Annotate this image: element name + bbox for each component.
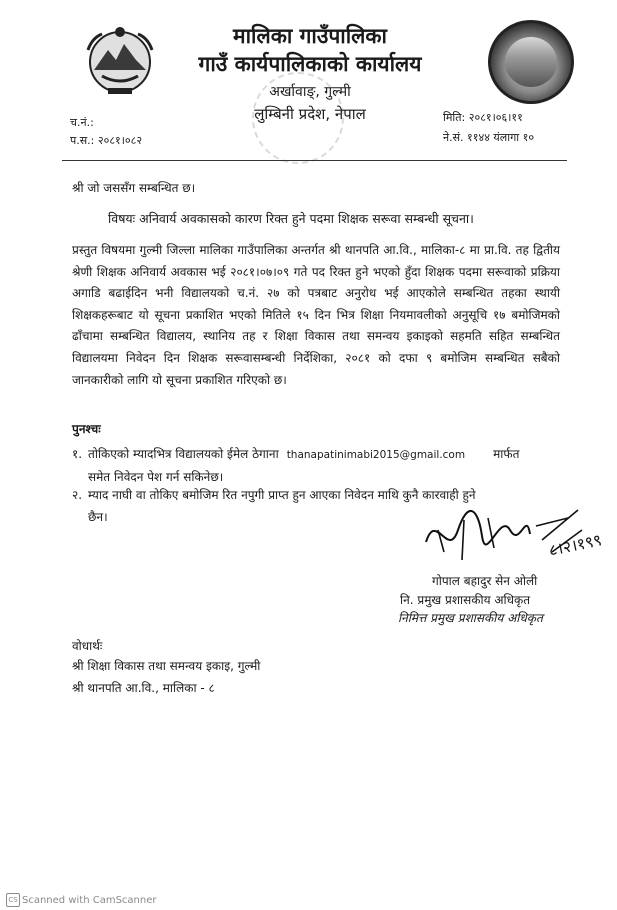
nepal-sambat-date: ने.सं. ११४४ यंलागा १०: [443, 131, 535, 144]
item-text-continued: छैन।: [88, 510, 108, 524]
header-divider: [62, 160, 567, 161]
signatory-role: नि. प्रमुख प्रशासकीय अधिकृत: [400, 593, 531, 607]
school-email-link[interactable]: thanapatinimabi2015@gmail.com: [286, 449, 466, 461]
office-title: गाउँ कार्यपालिकाको कार्यालय: [198, 52, 422, 76]
camscanner-logo-icon: CS: [6, 893, 20, 907]
subject-line: विषयः अनिवार्य अवकासको कारण रिक्त हुने पदमा शिक्षक सरूवा सम्बन्धी सूचना।: [108, 211, 474, 226]
office-province: लुम्बिनी प्रदेश, नेपाल: [254, 105, 366, 123]
office-name: मालिका गाउँपालिका: [233, 24, 387, 48]
cc-item: श्री थानपति आ.वि., मालिका - ८: [72, 681, 215, 695]
signatory-role-stamp: निमित्त प्रमुख प्रशासकीय अधिकृत: [398, 611, 543, 625]
handwritten-date: ८।२।१९९: [546, 530, 604, 560]
patra-sankhya: प.स.: २०८१।०८२: [70, 134, 143, 147]
item-text: म्याद नाघी वा तोकिए बमोजिम रित नपुगी प्राप्त हुन आएका निवेदन माथि कुनै कारवाही हुने: [88, 488, 476, 502]
body-paragraph: प्रस्तुत विषयमा गुल्मी जिल्ला मालिका गाउँपालिका अन्तर्गत श्री थानपति आ.वि., मालिका-८ मा प्रा.वि. तह द्वितीय श्रेणी शिक्षक अनिवार्य अवकास भई २०८१।०७।०९ गते पद रिक्त हुने भएको हुँदा शिक्षक पदमा सरूवाको प्रक्रिया अगाडि बढाईदिन भनी विद्यालयको च.नं. २७ को पत्रबाट अनुरोध भई आएकोले सम्बन्धित तहका स्थायी शिक्षकहरूबाट यो सूचना प्रकाशित भएको मितिले १५ दिन भित्र शिक्षा नियमावलीको अनुसूचि १७ बमोजिमको ढाँचामा सम्बन्धित विद्यालय, स्थानिय तह र शिक्षा विकास तथा समन्वय इकाइको सहमति सहित सम्बन्धित विद्यालयमा निवेदन दिन शिक्षक सरूवासम्बन्धी निर्देशिका, २०८१ को दफा ९ बमोजिम सम्बन्धित सबैको जानकारीको लागि यो सूचना प्रकाशित गरिएको छ।: [72, 243, 560, 387]
signatory-name: गोपाल बहादुर सेन ओली: [432, 574, 538, 588]
scanner-watermark: [6, 893, 157, 907]
item-text: तोकिएको म्यादभित्र विद्यालयको ईमेल ठेगाना: [88, 447, 279, 461]
chalani-number: च.नं.:: [70, 116, 94, 129]
office-location: अर्खावाङ्, गुल्मी: [269, 84, 351, 100]
scanner-text: Scanned with CamScanner: [22, 895, 157, 906]
item-number: १.: [72, 447, 83, 461]
postscript-label: पुनश्चः: [72, 422, 101, 436]
item-text-continued: समेत निवेदन पेश गर्न सकिनेछ।: [88, 470, 224, 484]
addressee: श्री जो जससँग सम्बन्धित छ।: [72, 181, 196, 195]
municipality-logo-icon: [488, 20, 574, 104]
cc-item: श्री शिक्षा विकास तथा समन्वय इकाइ, गुल्मी: [72, 659, 261, 673]
item-number: २.: [72, 488, 83, 502]
letter-date: मिति: २०८१।०६।११: [443, 111, 523, 124]
cc-label: वोधार्थः: [72, 639, 103, 653]
item-text-suffix: मार्फत: [493, 447, 520, 461]
nepal-emblem-icon: [80, 20, 160, 100]
postscript-item: [72, 443, 552, 488]
handwritten-signature-icon: [418, 490, 604, 570]
